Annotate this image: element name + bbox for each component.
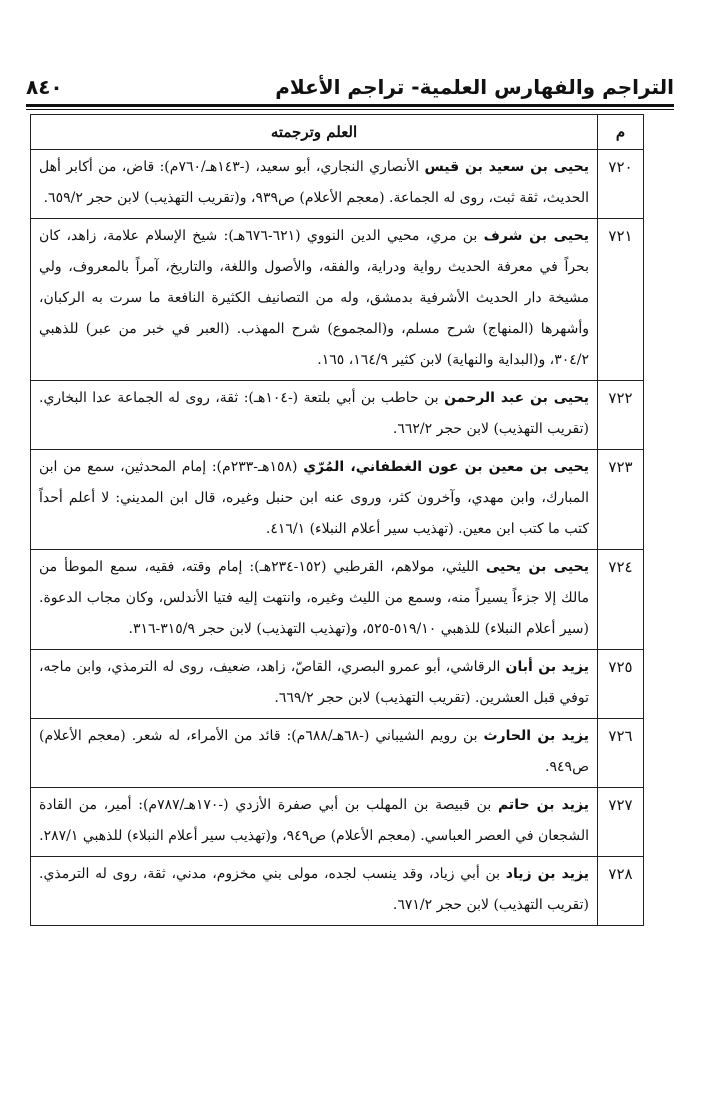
entry-text: بن قبيصة بن المهلب بن أبي صفرة الأزدي (-١٧٠هـ/٧٨٧م): أمير، من القادة الشجعان في العصر العباسي. (معجم الأعلام) ص٩٤٩، و(تهذيب سير أعلام النبلاء) للذهبي ٢٨٧/١. [39, 797, 589, 844]
entry-text: الرقاشي، أبو عمرو البصري، القاصّ، زاهد، ضعيف، روى له الترمذي، وابن ماجه، توفي قبل العشرين. (تقريب التهذيب) لابن حجر ٦٦٩/٢. [39, 659, 589, 706]
entry-biography [31, 219, 598, 381]
entry-number: ٧٢٢ [598, 381, 644, 450]
entry-name: يحيى بن سعيد بن قيس [424, 159, 590, 175]
entry-name: يزيد بن أبان [505, 659, 589, 675]
table-row [31, 857, 644, 926]
entry-number: ٧٢٣ [598, 450, 644, 550]
entry-biography [31, 650, 598, 719]
entry-text: بن حاطب بن أبي بلتعة (-١٠٤هـ): ثقة، روى له الجماعة عدا البخاري. (تقريب التهذيب) لابن حجر ٦٦٢/٢. [39, 390, 589, 437]
table-row [31, 788, 644, 857]
entry-biography [31, 857, 598, 926]
entry-name: يزيد بن الحارث [483, 728, 589, 744]
column-header-number: م [598, 115, 644, 150]
page-number: ٨٤٠ [26, 75, 63, 99]
entry-number: ٧٢٧ [598, 788, 644, 857]
entry-biography [31, 381, 598, 450]
entry-text: بن أبي زياد، وقد ينسب لجده، مولى بني مخزوم، مدني، ثقة، روى له الترمذي. (تقريب التهذيب) لابن حجر ٦٧١/٢. [39, 866, 589, 913]
entry-name: يحيى بن شرف [483, 228, 589, 244]
table-row [31, 381, 644, 450]
biographies-table [30, 114, 644, 926]
entry-number: ٧٢٦ [598, 719, 644, 788]
table-row [31, 650, 644, 719]
entry-text: (١٥٨هـ-٢٣٣م): إمام المحدثين، سمع من ابن المبارك، وابن مهدي، وآخرون كثر، وروى عنه ابن حنبل وغيره، قال ابن المديني: لا أعلم أحداً كتب ما كتب ابن معين. (تهذيب سير أعلام النبلاء) ٤١٦/١. [39, 459, 589, 537]
entry-biography [31, 150, 598, 219]
table-row [31, 219, 644, 381]
entry-biography [31, 550, 598, 650]
entry-name: يزيد بن حاتم [497, 797, 589, 813]
entry-biography [31, 719, 598, 788]
entry-text: الليثي، مولاهم، القرطبي (١٥٢-٢٣٤هـ): إمام وقته، فقيه، سمع الموطأ من مالك إلا جزءاً يسيراً منه، وسمع من الليث وغيره، وانتهت إليه فتيا الأندلس، وكان مجاب الدعوة. (سير أعلام النبلاء) للذهبي ٥١٩/١٠-٥٢٥، و(تهذيب التهذيب) لابن حجر ٣١٥/٩-٣١٦. [39, 559, 589, 637]
entry-name: يحيى بن عبد الرحمن [444, 390, 589, 406]
page-header [26, 70, 674, 104]
header-rule-thick [26, 104, 674, 107]
entry-text: الأنصاري النجاري، أبو سعيد، (-١٤٣هـ/٧٦٠م): قاض، من أكابر أهل الحديث، ثقة ثبت، روى له الجماعة. (معجم الأعلام) ص٩٣٩، و(تقريب التهذيب) لابن حجر ٦٥٩/٢. [39, 159, 589, 206]
entry-name: يحيى بن يحيى [485, 559, 590, 575]
table-row [31, 719, 644, 788]
table-row [31, 450, 644, 550]
column-header-biography: العلم وترجمته [31, 115, 598, 150]
entry-text: بن رويم الشيباني (-٦٨هـ/٦٨٨م): قائد من الأمراء، له شعر. (معجم الأعلام) ص٩٤٩. [39, 728, 589, 775]
entry-name: يحيى بن معين بن عون الغطفاني، المُرّي [303, 459, 589, 475]
table-header-row [31, 115, 644, 150]
entry-number: ٧٢٥ [598, 650, 644, 719]
entry-biography [31, 788, 598, 857]
entry-number: ٧٢١ [598, 219, 644, 381]
entry-number: ٧٢٨ [598, 857, 644, 926]
running-title: التراجم والفهارس العلمية- تراجم الأعلام [275, 75, 674, 99]
header-rule-thin [26, 109, 674, 110]
entry-number: ٧٢٤ [598, 550, 644, 650]
table-row [31, 150, 644, 219]
entry-name: يزيد بن زياد [505, 866, 589, 882]
entry-number: ٧٢٠ [598, 150, 644, 219]
entry-biography [31, 450, 598, 550]
table-row [31, 550, 644, 650]
entry-text: بن مري، محيي الدين النووي (٦٢١-٦٧٦هـ): شيخ الإسلام علامة، زاهد، كان بحراً في معرفة الحديث رواية ودراية، والفقه، والأصول واللغة، والتاريخ، آمراً بالمعروف، ولي مشيخة دار الحديث الأشرفية بدمشق، وله من التصانيف الكثيرة النافعة ما سرت به الركبان، وأشهرها (المنهاج) شرح مسلم، و(المجموع) شرح المهذب. (العبر في خبر من عبر) للذهبي ٣٠٤/٢، و(البداية والنهاية) لابن كثير ١٦٤/٩، ١٦٥. [39, 228, 589, 368]
